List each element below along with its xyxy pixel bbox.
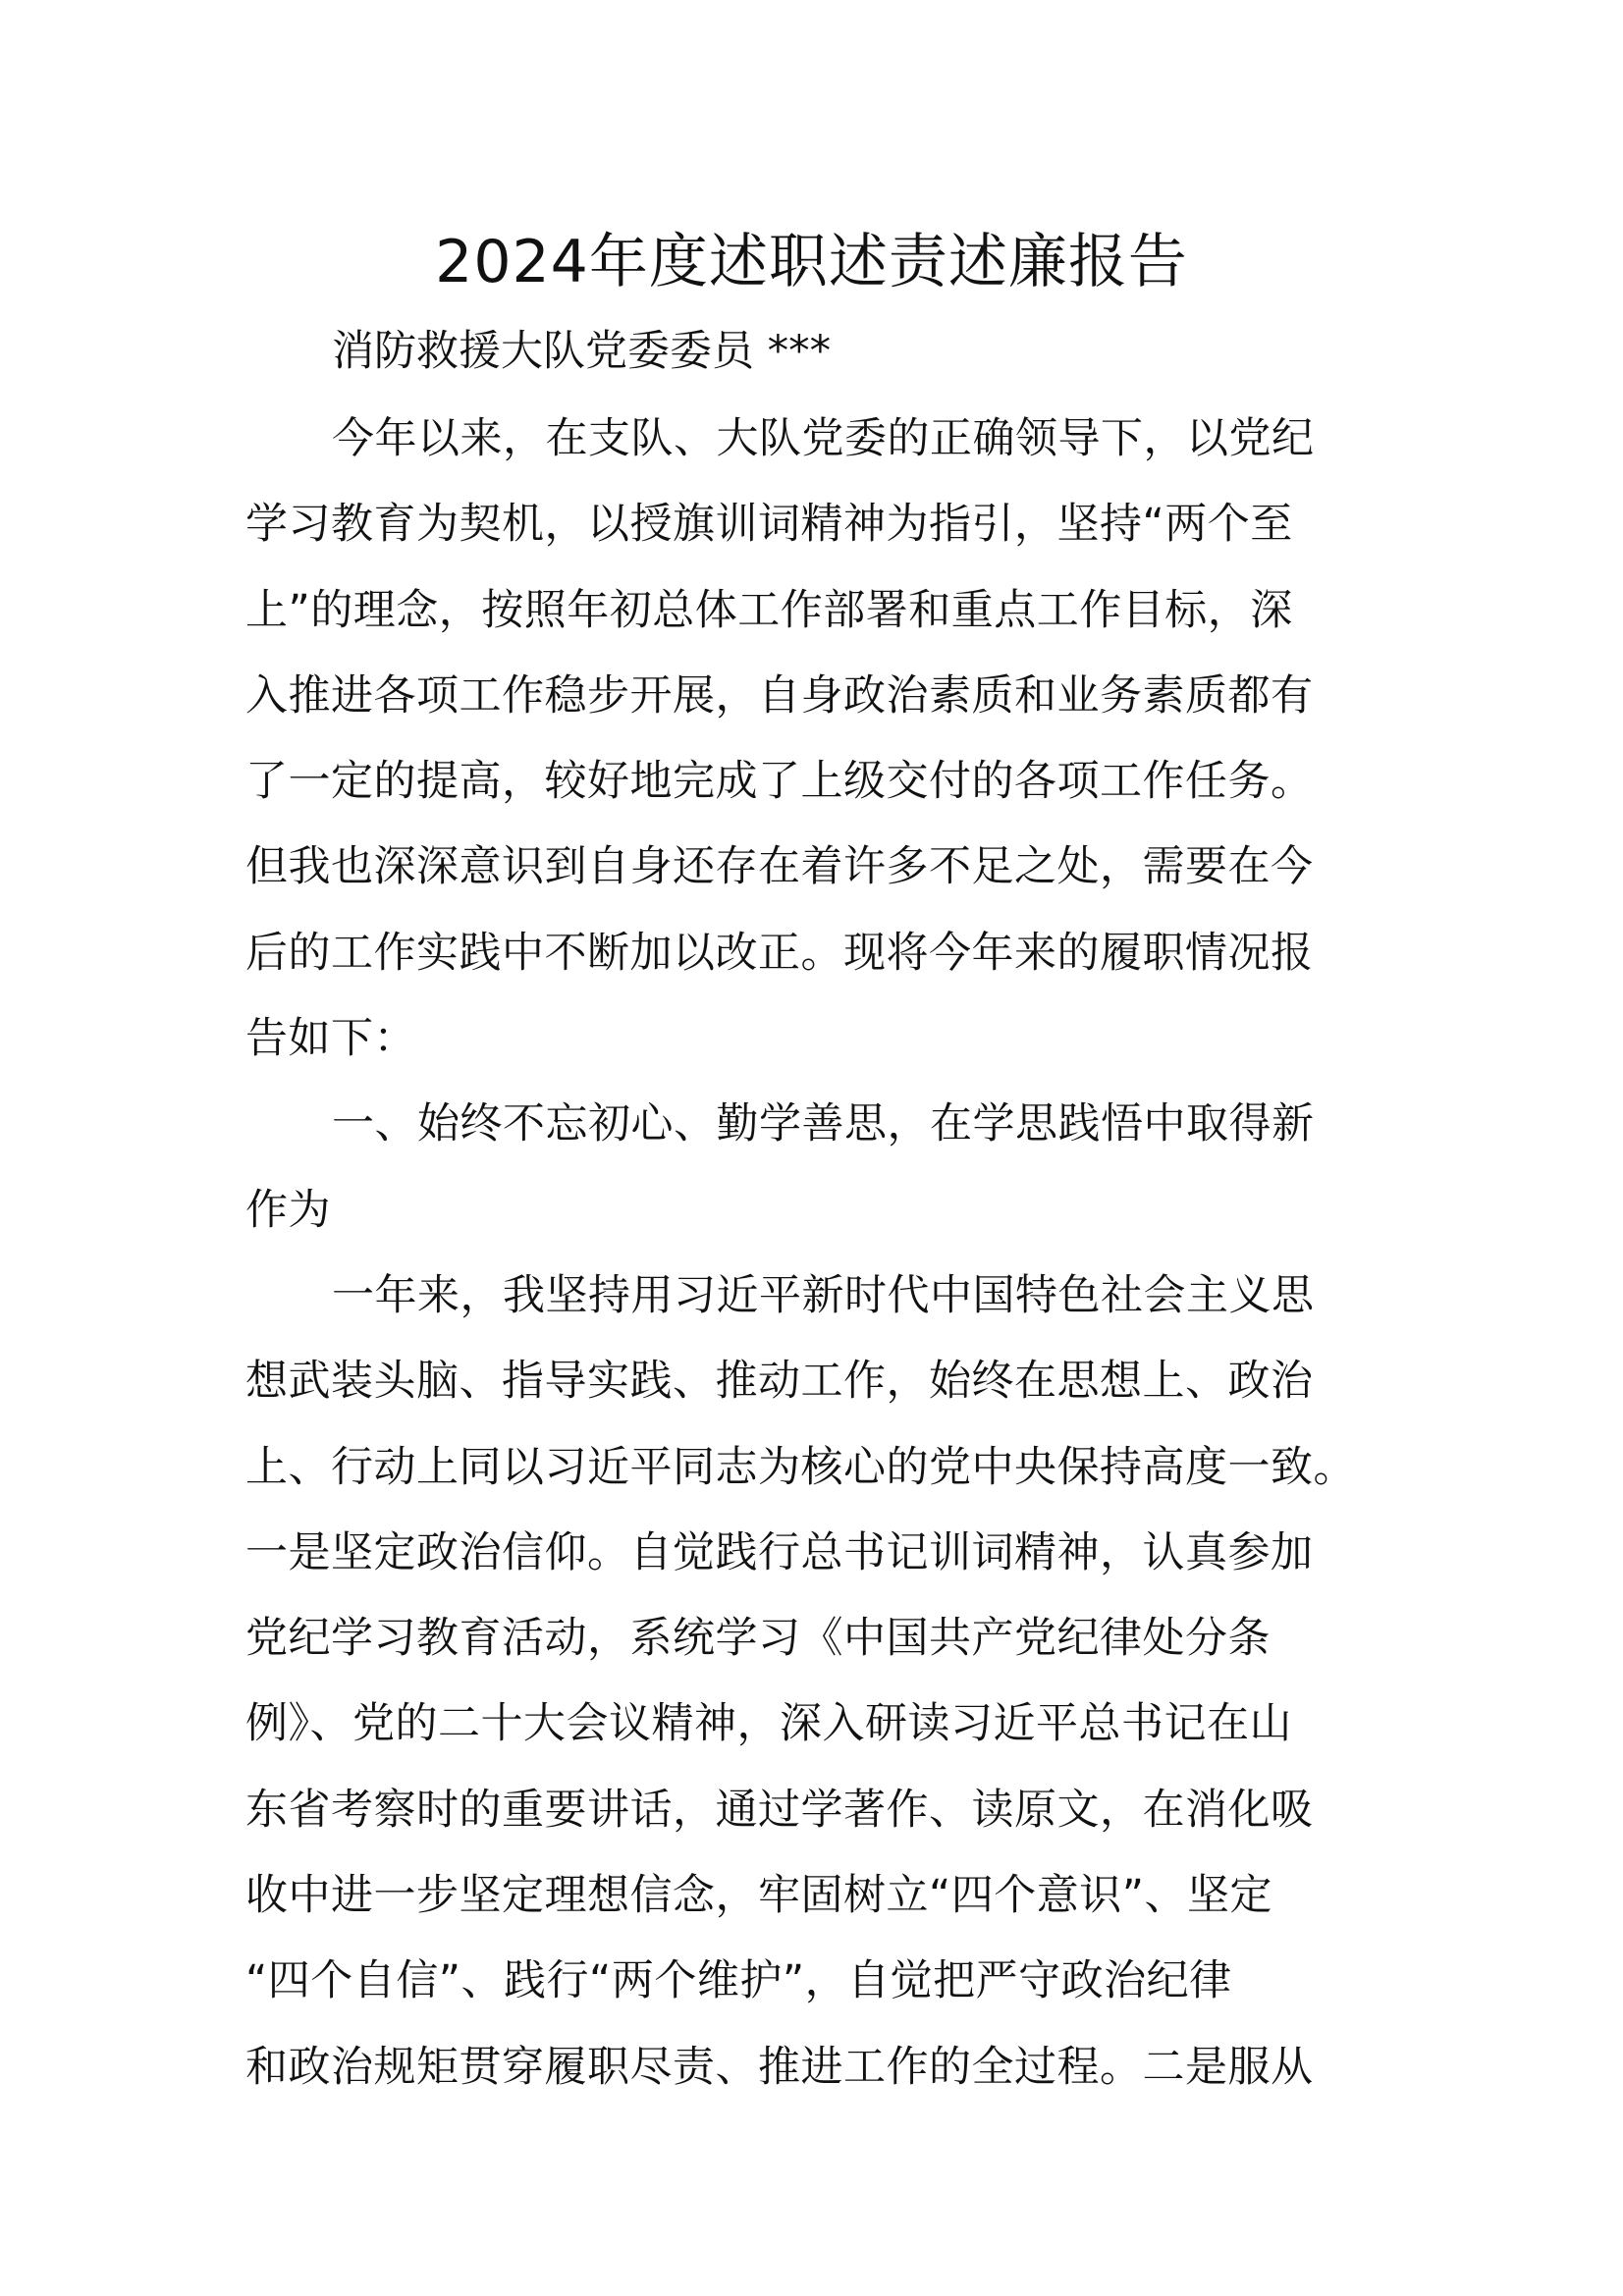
paragraph-line: 学习教育为契机，以授旗训词精神为指引，坚持“两个至 xyxy=(245,500,1293,550)
paragraph-line: 后的工作实践中不断加以改正。现将今年来的履职情况报 xyxy=(245,928,1314,978)
paragraph-line: 入推进各项工作稳步开展，自身政治素质和业务素质都有 xyxy=(245,670,1314,721)
paragraph-line: 了一定的提高，较好地完成了上级交付的各项工作任务。 xyxy=(245,757,1314,807)
paragraph-line: 今年以来，在支队、大队党委的正确领导下，以党纪 xyxy=(332,414,1315,463)
document-body xyxy=(245,397,1355,2110)
paragraph-line: “四个自信”、践行“两个维护”，自觉把严守政治纪律 xyxy=(245,1956,1232,2006)
paragraph-line: 上”的理念，按照年初总体工作部署和重点工作目标，深 xyxy=(245,585,1293,635)
paragraph-line: 告如下： xyxy=(245,1014,416,1064)
paragraph-line: 想武装头脑、指导实践、推动工作，始终在思想上、政治 xyxy=(245,1357,1314,1407)
section-heading-line: 作为 xyxy=(245,1185,331,1235)
paragraph-line: 例》、党的二十大会议精神，深入研读习近平总书记在山 xyxy=(245,1699,1292,1749)
paragraph-line: 但我也深深意识到自身还存在着许多不足之处，需要在今 xyxy=(245,842,1314,892)
paragraph-line: 东省考察时的重要讲话，通过学著作、读原文，在消化吸 xyxy=(245,1785,1314,1835)
author-line: 消防救援大队党委委员 *** xyxy=(332,327,832,376)
paragraph-line: 和政治规矩贯穿履职尽责、推进工作的全过程。二是服从 xyxy=(245,2042,1314,2092)
paragraph-line: 收中进一步坚定理想信念，牢固树立“四个意识”、坚定 xyxy=(245,1871,1273,1921)
section-heading-line: 一、始终不忘初心、勤学善思，在学思践悟中取得新 xyxy=(332,1099,1315,1149)
paragraph-line: 上、行动上同以习近平同志为核心的党中央保持高度一致。 xyxy=(245,1442,1356,1492)
paragraph-line: 一年来，我坚持用习近平新时代中国特色社会主义思 xyxy=(332,1270,1315,1320)
paragraph-line: 一是坚定政治信仰。自觉践行总书记训词精神，认真参加 xyxy=(245,1527,1314,1577)
paragraph-line: 党纪学习教育活动，系统学习《中国共产党纪律处分条 xyxy=(245,1614,1271,1664)
document-title: 2024年度述职述责述廉报告 xyxy=(435,228,1188,296)
